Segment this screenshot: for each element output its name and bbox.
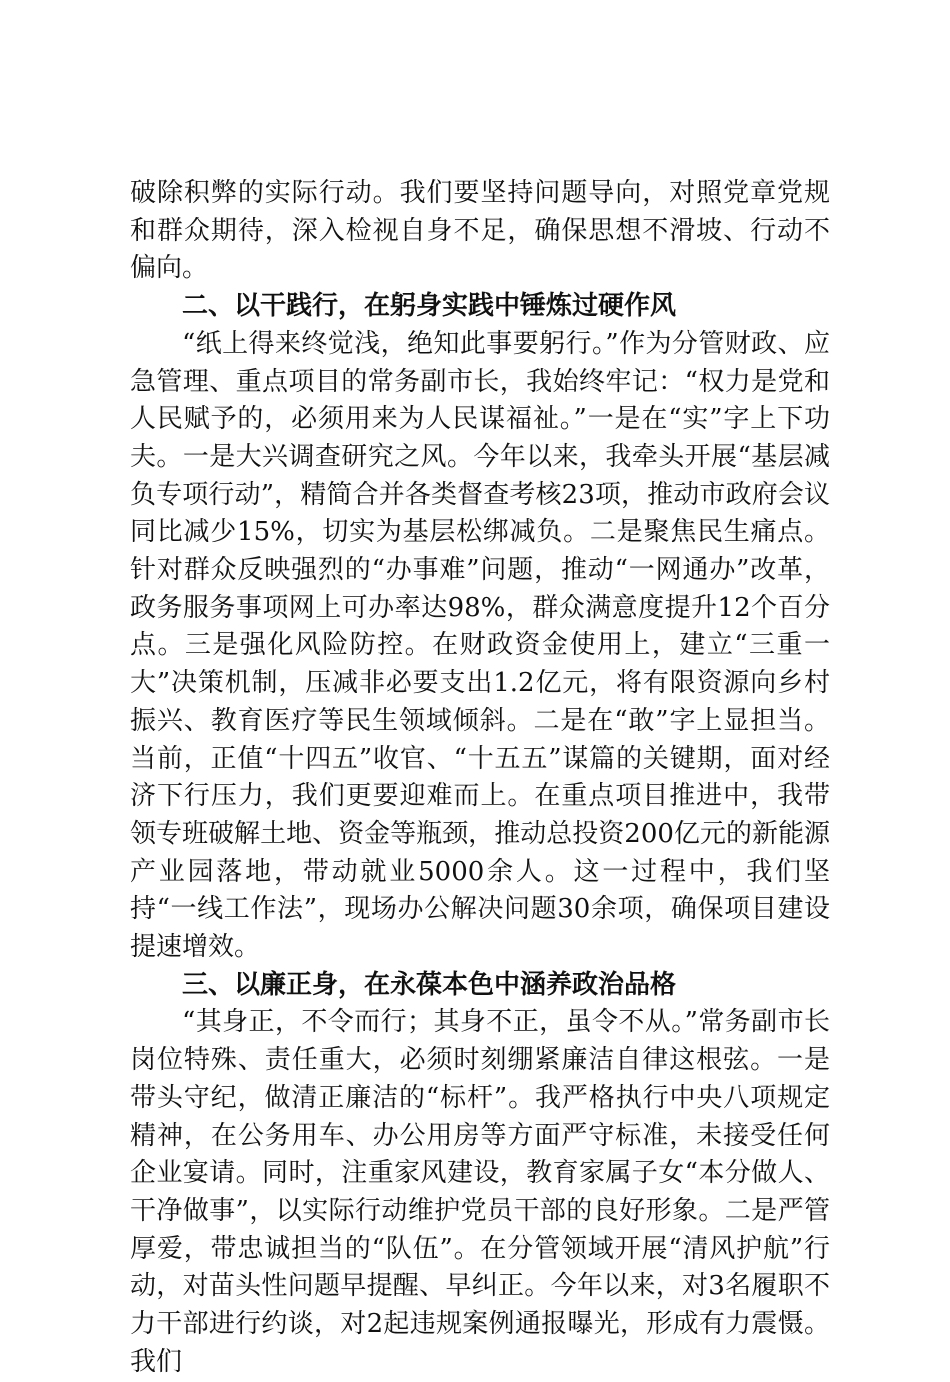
paragraph-section-3: “其身正，不令而行；其身不正，虽令不从。”常务副市长岗位特殊、责任重大，必须时刻绷紧廉洁自律这根弦。一是带头守纪，做清正廉洁的“标杆”。我严格执行中央八项规定精神，在公务用车、办公用房等方面严守标准，未接受任何企业宴请。同时，注重家风建设，教育家属子女“本分做人、干净做事”，以实际行动维护党员干部的良好形象。二是严管厚爱，带忠诚担当的“队伍”。在分管领域开展“清风护航”行动，对苗头性问题早提醒、早纠正。今年以来，对3名履职不力干部进行约谈，对2起违规案例通报曝光，形成有力震慑。我们: [130, 1007, 830, 1377]
paragraph-section-2: “纸上得来终觉浅，绝知此事要躬行。”作为分管财政、应急管理、重点项目的常务副市长，我始终牢记：“权力是党和人民赋予的，必须用来为人民谋福祉。”一是在“实”字上下功夫。一是大兴调查研究之风。今年以来，我牵头开展“基层减负专项行动”，精简合并各类督查考核23项，推动市政府会议同比减少15%，切实为基层松绑减负。二是聚焦民生痛点。针对群众反映强烈的“办事难”问题，推动“一网通办”改革，政务服务事项网上可办率达98%，群众满意度提升12个百分点。三是强化风险防控。在财政资金使用上，建立“三重一大”决策机制，压减非必要支出1.2亿元，将有限资源向乡村振兴、教育医疗等民生领域倾斜。二是在“敢”字上显担当。当前，正值“十四五”收官、“十五五”谋篇的关键期，面对经济下行压力，我们更要迎难而上。在重点项目推进中，我带领专班破解土地、资金等瓶颈，推动总投资200亿元的新能源产业园落地，带动就业5000余人。这一过程中，我们坚持“一线工作法”，现场办公解决问题30余项，确保项目建设提速增效。: [130, 328, 830, 963]
section-heading-2: 二、以干践行，在躬身实践中锤炼过硬作风: [182, 291, 677, 322]
section-heading-3: 三、以廉正身，在永葆本色中涵养政治品格: [182, 969, 677, 1000]
paragraph-continuation: 破除积弊的实际行动。我们要坚持问题导向，对照党章党规和群众期待，深入检视自身不足，确保思想不滑坡、行动不偏向。: [130, 178, 830, 284]
document-page: [130, 175, 830, 1382]
